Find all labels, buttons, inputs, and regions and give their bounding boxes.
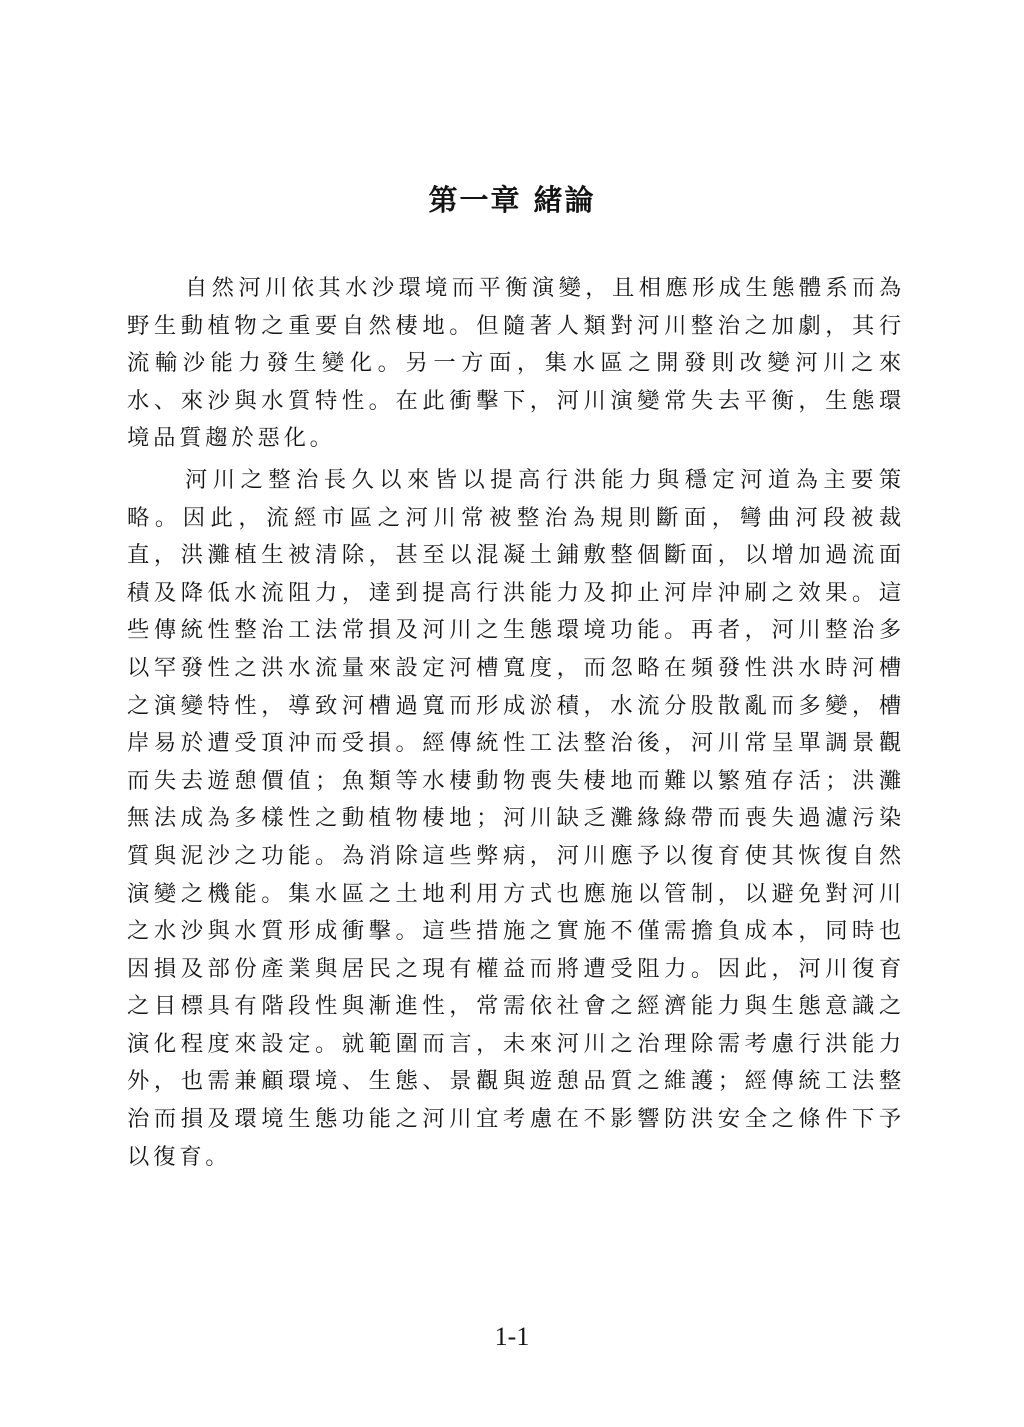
page-number: 1-1 — [494, 1322, 530, 1351]
chapter-title: 第一章 緒論 — [428, 183, 596, 217]
paragraph-1: 自然河川依其水沙環境而平衡演變，且相應形成生態體系而為野生動植物之重要自然棲地。但隨著人類對河川整治之加劇，其行流輸沙能力發生變化。另一方面，集水區之開發則改變河川之來水、來沙與水質特性。在此衝擊下，河川演變常失去平衡，生態環境品質趨於惡化。 — [127, 275, 905, 452]
body-text — [127, 270, 905, 1179]
paragraph-2: 河川之整治長久以來皆以提高行洪能力與穩定河道為主要策略。因此，流經市區之河川常被整治為規則斷面，彎曲河段被裁直，洪灘植生被清除，甚至以混凝土鋪敷整個斷面，以增加過流面積及降低水流阻力，達到提高行洪能力及抑止河岸沖刷之效果。這些傳統性整治工法常損及河川之生態環境功能。再者，河川整治多以罕發性之洪水流量來設定河槽寬度，而忽略在頻發性洪水時河槽之演變特性，導致河槽過寬而形成淤積，水流分股散亂而多變，槽岸易於遭受頂沖而受損。經傳統性工法整治後，河川常呈單調景觀而失去遊憩價值；魚類等水棲動物喪失棲地而難以繁殖存活；洪灘無法成為多樣性之動植物棲地；河川缺乏灘緣綠帶而喪失過濾污染質與泥沙之功能。為消除這些弊病，河川應予以復育使其恢復自然演變之機能。集水區之土地利用方式也應施以管制，以避免對河川之水沙與水質形成衝擊。這些措施之實施不僅需擔負成本，同時也因損及部份產業與居民之現有權益而將遭受阻力。因此，河川復育之目標具有階段性與漸進性，常需依社會之經濟能力與生態意識之演化程度來設定。就範圍而言，未來河川之治理除需考慮行洪能力外，也需兼顧環境、生態、景觀與遊憩品質之維護；經傳統工法整治而損及環境生態功能之河川宜考慮在不影響防洪安全之條件下予以復育。 — [127, 466, 905, 1170]
